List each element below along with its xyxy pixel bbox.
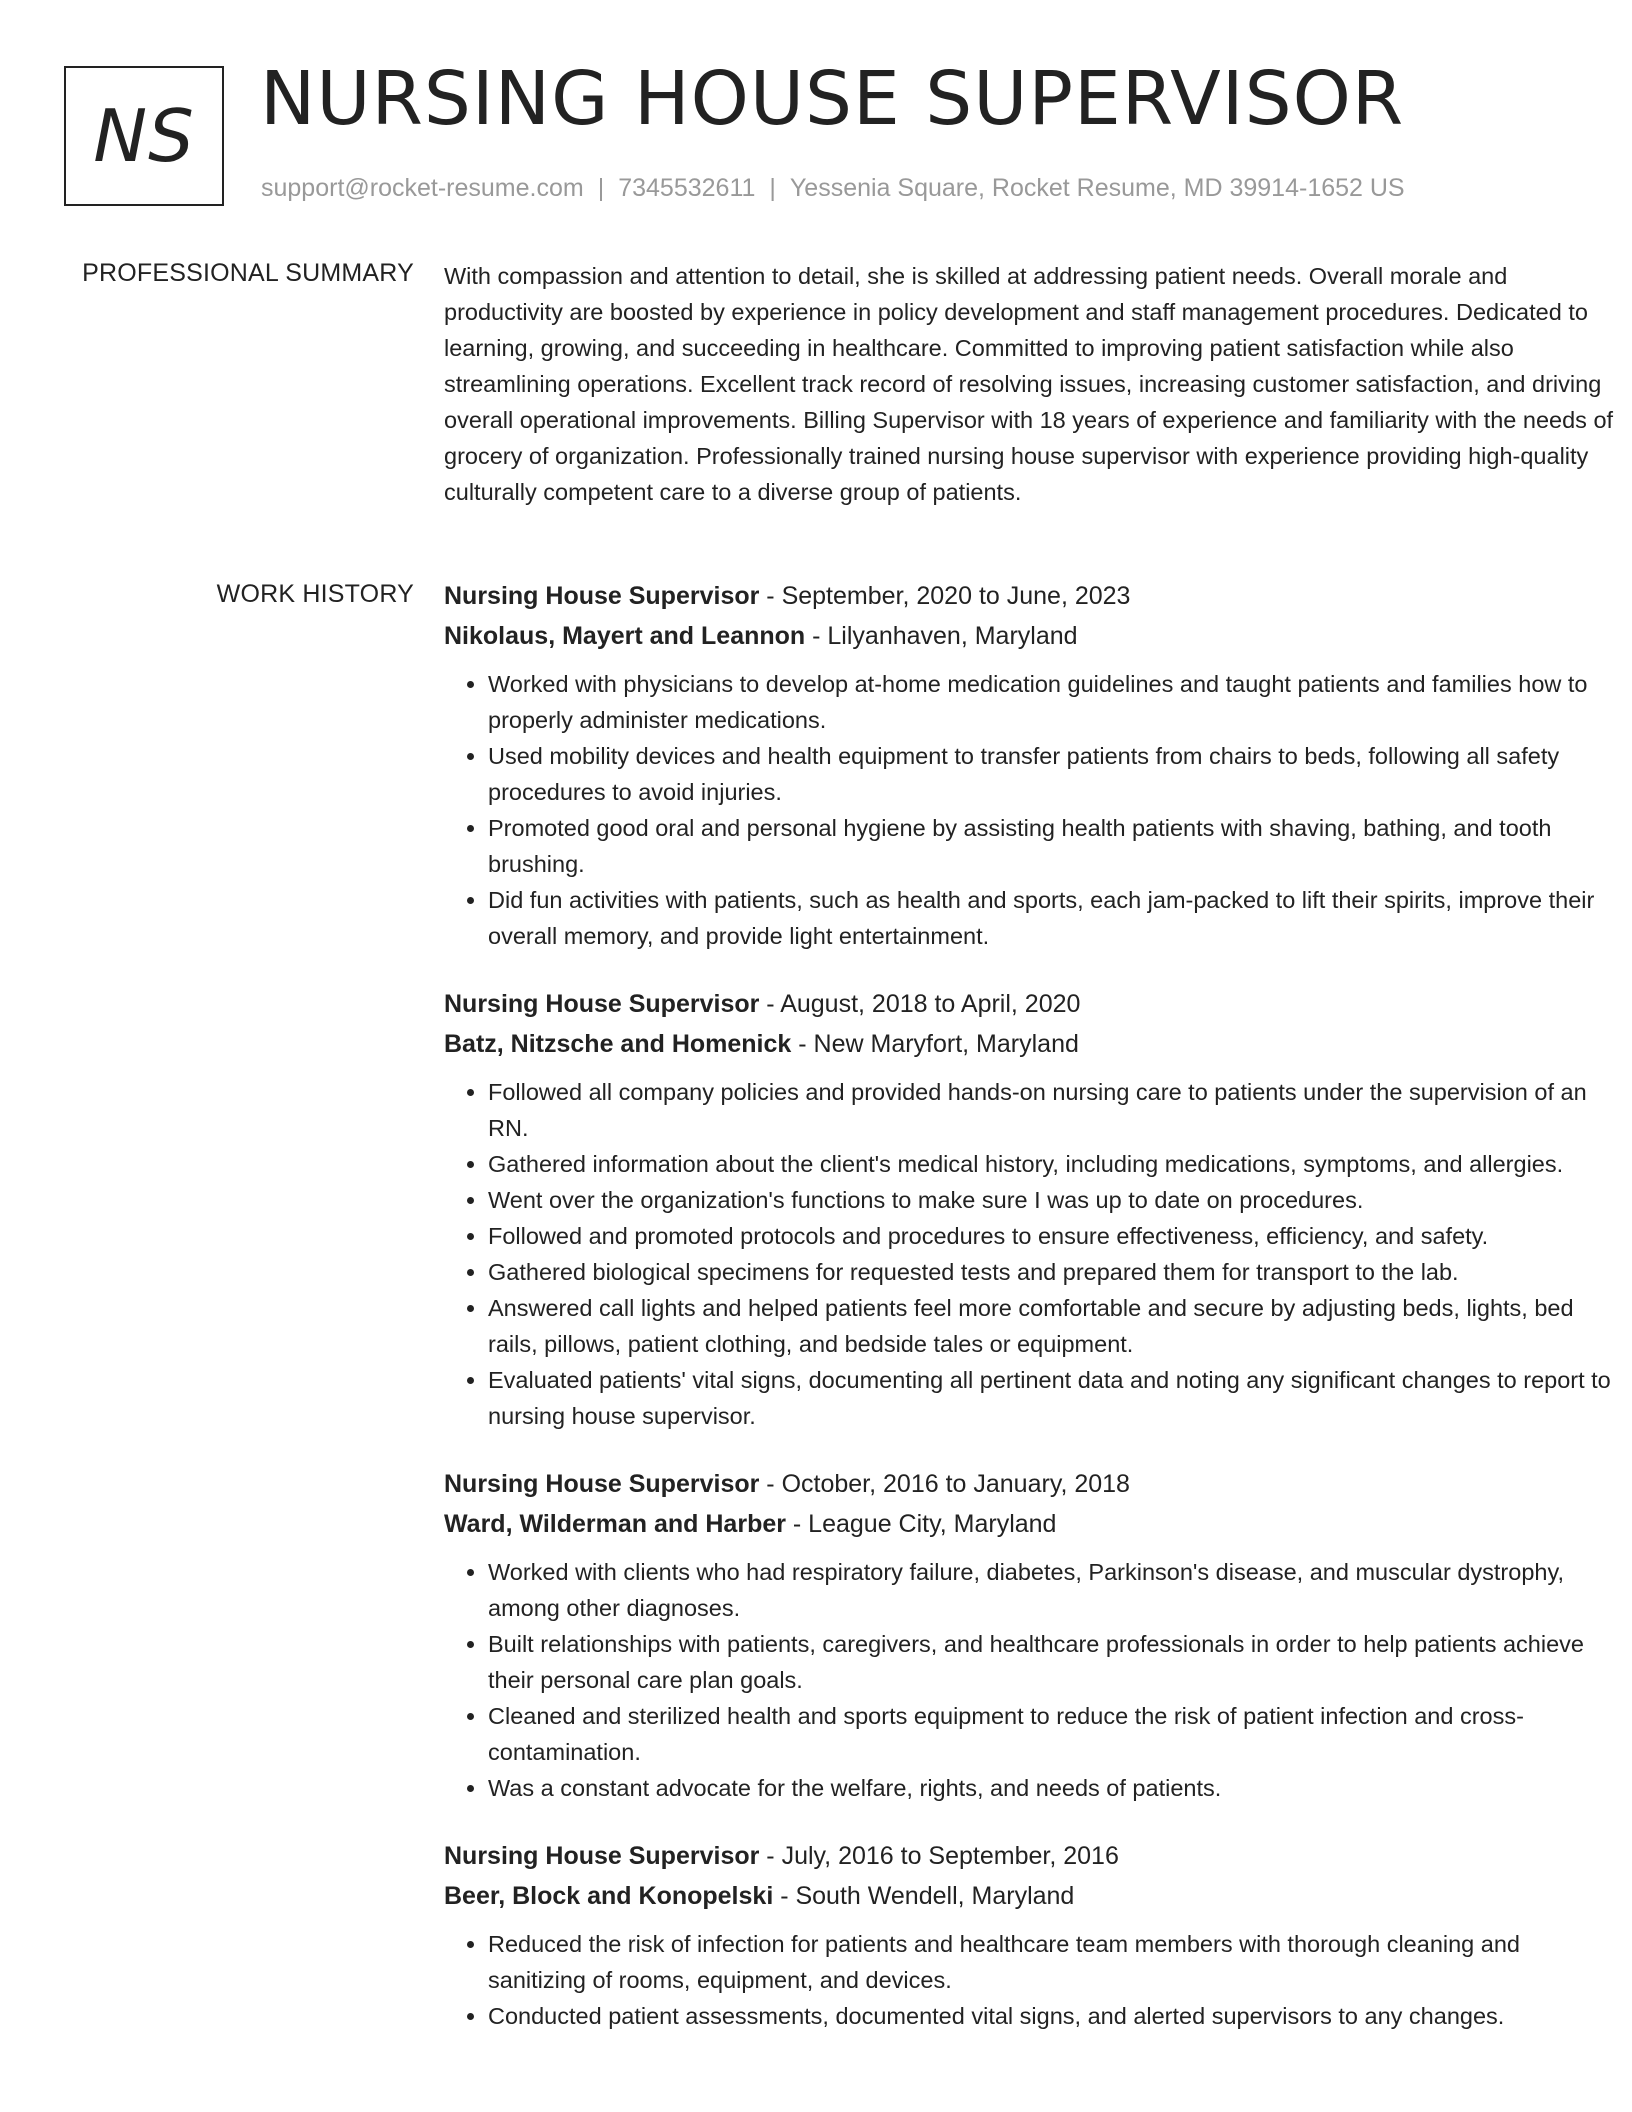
- monogram-badge: [64, 66, 224, 206]
- job-title: Nursing House Supervisor: [444, 582, 760, 610]
- job-location: - Lilyanhaven, Maryland: [805, 622, 1078, 650]
- job-bullet-item: • Built relationships with patients, caregivers, and healthcare professionals in order to help patients achieve their personal care plan goals.: [488, 1626, 1624, 1698]
- job-entry: [444, 1836, 1624, 2034]
- job-bullet-list: [444, 1554, 1624, 1806]
- job-entry: [444, 1464, 1624, 1806]
- job-title: Nursing House Supervisor: [444, 1470, 760, 1498]
- job-title-line: [444, 576, 1624, 616]
- monogram-initials: NS: [93, 94, 195, 178]
- job-bullet-item: • Gathered information about the client's medical history, including medications, symptoms, and allergies.: [488, 1146, 1624, 1182]
- job-title-line: [444, 1836, 1624, 1876]
- resume-title: NURSING HOUSE SUPERVISOR: [260, 56, 1405, 142]
- job-title: Nursing House Supervisor: [444, 990, 760, 1018]
- job-company: Ward, Wilderman and Harber: [444, 1510, 786, 1538]
- job-dates: - August, 2018 to April, 2020: [759, 990, 1081, 1018]
- contact-phone[interactable]: 7345532611: [618, 174, 756, 202]
- job-location: - South Wendell, Maryland: [773, 1882, 1075, 1910]
- work-history-body: [444, 576, 1624, 2064]
- job-company-line: [444, 1504, 1624, 1544]
- job-title-line: [444, 1464, 1624, 1504]
- resume-header: [64, 56, 1584, 226]
- job-dates: - July, 2016 to September, 2016: [759, 1842, 1119, 1870]
- job-bullet-item: • Was a constant advocate for the welfare, rights, and needs of patients.: [488, 1770, 1624, 1806]
- job-bullet-item: • Used mobility devices and health equipment to transfer patients from chairs to beds, following all safety procedures to avoid injuries.: [488, 738, 1624, 810]
- job-bullet-item: • Answered call lights and helped patients feel more comfortable and secure by adjusting beds, lights, bed rails, pillows, patient clothing, and bedside tales or equipment.: [488, 1290, 1624, 1362]
- job-company-line: [444, 1024, 1624, 1064]
- job-bullet-item: • Went over the organization's functions to make sure I was up to date on procedures.: [488, 1182, 1624, 1218]
- contact-email[interactable]: support@rocket-resume.com: [261, 174, 584, 202]
- job-bullet-item: • Reduced the risk of infection for patients and healthcare team members with thorough cleaning and sanitizing of rooms, equipment, and devices.: [488, 1926, 1624, 1998]
- contact-separator: |: [769, 174, 776, 202]
- job-company: Batz, Nitzsche and Homenick: [444, 1030, 792, 1058]
- job-bullet-item: • Conducted patient assessments, documented vital signs, and alerted supervisors to any changes.: [488, 1998, 1624, 2034]
- job-location: - New Maryfort, Maryland: [791, 1030, 1079, 1058]
- summary-body: [444, 258, 1624, 510]
- job-bullet-item: • Cleaned and sterilized health and sports equipment to reduce the risk of patient infection and cross-contamination.: [488, 1698, 1624, 1770]
- job-bullet-item: • Worked with physicians to develop at-home medication guidelines and taught patients and families how to properly administer medications.: [488, 666, 1624, 738]
- job-entry: [444, 576, 1624, 954]
- contact-line: [261, 174, 1405, 203]
- summary-text: With compassion and attention to detail, she is skilled at addressing patient needs. Overall morale and productivity are boosted by experience in policy development and staff management procedures. Dedicated to learning, growing, and succeeding in healthcare. Committed to improving patient satisfaction while also streamlining operations. Excellent track record of resolving issues, increasing customer satisfaction, and driving overall operational improvements. Billing Supervisor with 18 years of experience and familiarity with the needs of grocery of organization. Professionally trained nursing house supervisor with experience providing high-quality culturally competent care to a diverse group of patients.: [444, 263, 1614, 505]
- job-bullet-item: • Evaluated patients' vital signs, documenting all pertinent data and noting any significant changes to report to nursing house supervisor.: [488, 1362, 1624, 1434]
- section-label-work-history: WORK HISTORY: [216, 580, 414, 608]
- job-company: Beer, Block and Konopelski: [444, 1882, 774, 1910]
- job-dates: - October, 2016 to January, 2018: [759, 1470, 1130, 1498]
- job-bullet-item: • Gathered biological specimens for requested tests and prepared them for transport to the lab.: [488, 1254, 1624, 1290]
- job-bullet-item: • Followed and promoted protocols and procedures to ensure effectiveness, efficiency, and safety.: [488, 1218, 1624, 1254]
- section-label-summary: PROFESSIONAL SUMMARY: [82, 259, 414, 287]
- job-bullet-item: • Worked with clients who had respiratory failure, diabetes, Parkinson's disease, and muscular dystrophy, among other diagnoses.: [488, 1554, 1624, 1626]
- job-entry: [444, 984, 1624, 1434]
- contact-separator: |: [597, 174, 605, 202]
- job-location: - League City, Maryland: [785, 1510, 1057, 1538]
- contact-address: Yessenia Square, Rocket Resume, MD 39914-1652 US: [789, 174, 1405, 202]
- job-title-line: [444, 984, 1624, 1024]
- job-dates: - September, 2020 to June, 2023: [759, 582, 1131, 610]
- job-bullet-item: • Promoted good oral and personal hygiene by assisting health patients with shaving, bathing, and tooth brushing.: [488, 810, 1624, 882]
- job-company: Nikolaus, Mayert and Leannon: [444, 622, 806, 650]
- job-bullet-item: • Followed all company policies and provided hands-on nursing care to patients under the supervision of an RN.: [488, 1074, 1624, 1146]
- job-bullet-list: [444, 1926, 1624, 2034]
- job-company-line: [444, 1876, 1624, 1916]
- job-bullet-list: [444, 1074, 1624, 1434]
- job-bullet-item: • Did fun activities with patients, such as health and sports, each jam-packed to lift their spirits, improve their overall memory, and provide light entertainment.: [488, 882, 1624, 954]
- job-title: Nursing House Supervisor: [444, 1842, 760, 1870]
- job-company-line: [444, 616, 1624, 656]
- job-bullet-list: [444, 666, 1624, 954]
